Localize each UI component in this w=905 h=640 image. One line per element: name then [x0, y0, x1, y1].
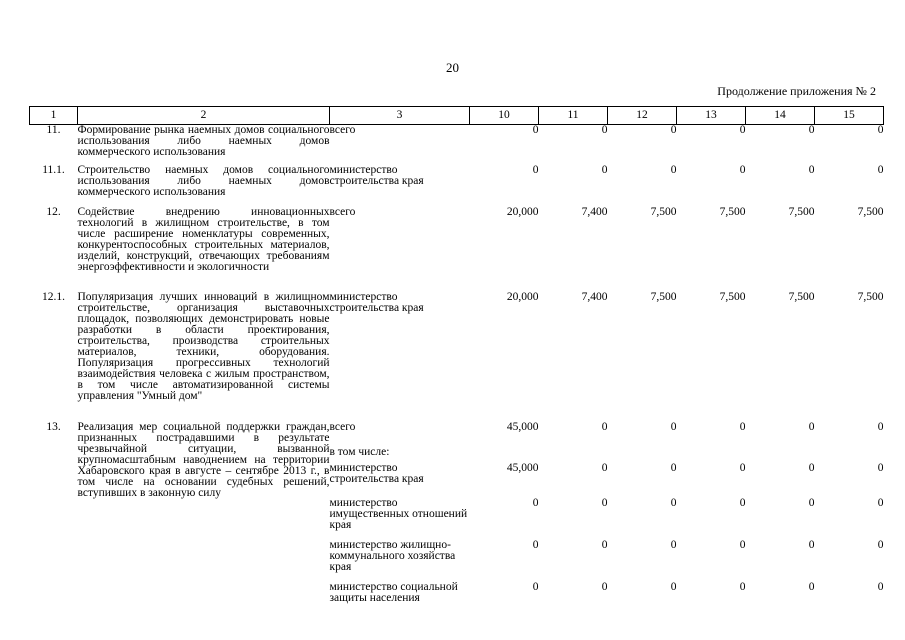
value-cell: 0	[877, 420, 884, 433]
value-cell: 7,500	[857, 205, 884, 218]
value-cell: 45,000	[506, 461, 539, 474]
executor-label: министерство имущественных отношений края	[329, 496, 468, 531]
column-header: 12	[608, 107, 677, 125]
value-cell	[470, 447, 539, 463]
column-header: 11	[539, 107, 608, 125]
value-cell: 0	[601, 538, 608, 551]
value-cell: 0	[670, 580, 677, 593]
row-description: Реализация мер социальной поддержки граждан, признанных пострадавшими в результате чрезвычайной ситуации, вызванной крупномасштабным наводнением на территории Хабаровского края в августе – сентябре 2013 г., в том числе на основании судебных решений, вступивших в законную силу	[77, 420, 330, 499]
value-cell: 0	[739, 163, 746, 176]
column-header: 2	[78, 107, 330, 125]
value-cell: 0	[808, 124, 815, 136]
value-cell: 0	[808, 420, 815, 433]
value-cell: 0	[532, 496, 539, 509]
value-cell: 0	[877, 496, 884, 509]
row-number: 13.	[46, 420, 61, 433]
executor-label: министерство строительства края	[329, 290, 424, 314]
header-row	[30, 107, 884, 125]
table-row	[30, 165, 884, 207]
executor-label: министерство жилищно-коммунального хозяйства края	[329, 538, 456, 573]
value-cell: 7,400	[581, 290, 608, 303]
value-cell: 0	[670, 163, 677, 176]
table-row	[30, 207, 884, 292]
value-cell: 20,000	[506, 205, 539, 218]
continuation-caption: Продолжение приложения № 2	[717, 84, 876, 98]
column-header: 10	[470, 107, 539, 125]
row-description: Строительство наемных домов социального использования либо наемных домов коммерческого использования	[77, 163, 330, 198]
value-cell: 0	[739, 580, 746, 593]
column-header: 15	[815, 107, 884, 125]
column-header: 1	[30, 107, 78, 125]
value-cell: 0	[739, 420, 746, 433]
column-header: 13	[677, 107, 746, 125]
table-row	[30, 292, 884, 422]
value-cell: 0	[532, 124, 539, 136]
table-row	[30, 125, 884, 165]
value-cell: 20,000	[506, 290, 539, 303]
value-cell	[746, 447, 815, 463]
row-number: 12.	[46, 205, 61, 218]
value-cell: 7,500	[788, 290, 815, 303]
executor-label: министерство строительства края	[329, 163, 424, 187]
column-header: 3	[330, 107, 470, 125]
value-cell: 45,000	[506, 420, 539, 433]
value-cell: 0	[601, 580, 608, 593]
value-cell: 0	[601, 163, 608, 176]
row-number: 11.1.	[42, 163, 65, 176]
value-cell: 7,400	[581, 205, 608, 218]
executor-label: министерство строительства края	[329, 461, 424, 485]
value-cell: 7,500	[788, 205, 815, 218]
executor-label: всего	[329, 205, 356, 218]
value-cell: 0	[532, 580, 539, 593]
executor-label: министерство социальной защиты населения	[329, 580, 458, 604]
value-cell: 0	[601, 124, 608, 136]
executor-label: всего	[329, 124, 356, 136]
value-cell: 0	[877, 461, 884, 474]
value-cell: 0	[601, 420, 608, 433]
value-cell: 0	[739, 496, 746, 509]
value-cell: 0	[739, 538, 746, 551]
value-cell: 0	[877, 538, 884, 551]
value-cell: 0	[808, 580, 815, 593]
value-cell: 0	[739, 461, 746, 474]
row-description: Формирование рынка наемных домов социального использования либо наемных домов коммерческого использования	[77, 124, 330, 158]
value-cell: 0	[670, 461, 677, 474]
value-cell: 0	[877, 124, 884, 136]
value-cell: 7,500	[719, 205, 746, 218]
value-cell: 0	[670, 538, 677, 551]
row-number: 11.	[46, 124, 61, 136]
page-number: 20	[446, 60, 459, 75]
row-number: 12.1.	[42, 290, 65, 303]
table-body	[30, 125, 884, 612]
value-cell: 0	[532, 538, 539, 551]
value-cell: 0	[808, 461, 815, 474]
value-cell: 7,500	[650, 205, 677, 218]
value-cell: 0	[739, 124, 746, 136]
executor-label: всего	[329, 420, 356, 433]
value-cell: 0	[670, 496, 677, 509]
column-header: 14	[746, 107, 815, 125]
value-cell: 0	[670, 124, 677, 136]
row-description: Содействие внедрению инновационных технологий в жилищном строительстве, в том числе расширение номенклатуры современных, конкурентоспособных строительных материалов, изделий, конструкций, отвечающих требованиям энергоэффективности и экологичности	[77, 205, 330, 273]
value-cell	[677, 447, 746, 463]
program-table	[29, 106, 884, 612]
executor-label: в том числе:	[329, 445, 390, 458]
value-cell: 7,500	[857, 290, 884, 303]
value-cell	[815, 447, 884, 463]
value-cell: 7,500	[719, 290, 746, 303]
value-cell	[608, 447, 677, 463]
row-description: Популяризация лучших инноваций в жилищном строительстве, организация выставочных площадок, позволяющих демонстрировать новые разработки в области проектирования, строительства, производства строительных материалов, техники, оборудования. Популяризация прогрессивных технологий взаимодействия человека с жилым пространством, в том числе автоматизированной системы управления "Умный дом"	[77, 290, 330, 402]
value-cell: 0	[601, 461, 608, 474]
value-cell: 0	[532, 163, 539, 176]
value-cell: 0	[877, 163, 884, 176]
table-row	[30, 422, 884, 447]
value-cell: 0	[877, 580, 884, 593]
value-cell: 0	[808, 163, 815, 176]
value-cell: 0	[670, 420, 677, 433]
value-cell	[539, 447, 608, 463]
value-cell: 0	[601, 496, 608, 509]
value-cell: 0	[808, 496, 815, 509]
value-cell: 0	[808, 538, 815, 551]
value-cell: 7,500	[650, 290, 677, 303]
